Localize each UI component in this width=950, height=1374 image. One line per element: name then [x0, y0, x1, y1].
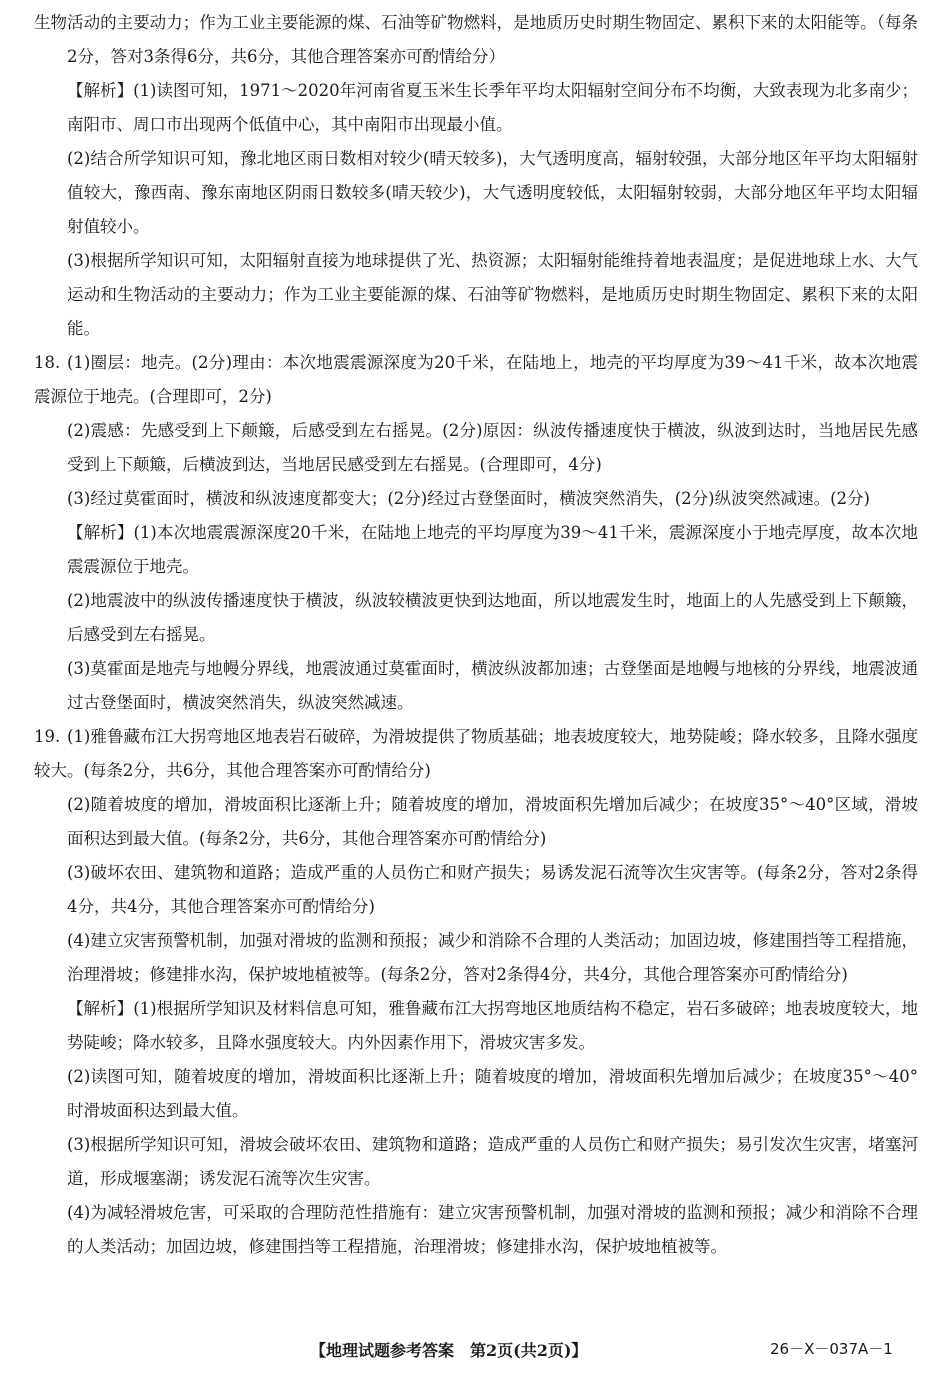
q18-analysis-3: (3)莫霍面是地壳与地幔分界线，地震波通过莫霍面时，横波纵波都加速；古登堡面是地幔与地核的分界线，地震波通过古登堡面时，横波突然消失，纵波突然减速。 [67, 659, 918, 712]
q18-answer-2: (2)震感：先感受到上下颠簸，后感受到左右摇晃。(2分)原因：纵波传播速度快于横波，纵波到达时，当地居民先感受到上下颠簸，后横波到达，当地居民感受到左右摇晃。(合理即可，4分) [67, 421, 918, 474]
q19-analysis-3: (3)根据所学知识可知，滑坡会破坏农田、建筑物和道路；造成严重的人员伤亡和财产损失；易引发次生灾害，堵塞河道，形成堰塞湖；诱发泥石流等次生灾害。 [67, 1135, 918, 1188]
q18-answer-1 [34, 346, 918, 414]
page-footer [0, 1334, 950, 1364]
answer-body [34, 6, 918, 1264]
q19-answer-1-text: (1)雅鲁藏布江大拐弯地区地表岩石破碎，为滑坡提供了物质基础；地表坡度较大，地势陡峻；降水较多，且降水强度较大。(每条2分，共6分，其他合理答案亦可酌情给分) [34, 727, 918, 780]
q19-analysis-1: 【解析】(1)根据所学知识及材料信息可知，雅鲁藏布江大拐弯地区地质结构不稳定，岩石多破碎；地表坡度较大，地势陡峻；降水较多，且降水强度较大。内外因素作用下，滑坡灾害多发。 [67, 999, 918, 1052]
q17-analysis-1: 【解析】(1)读图可知，1971～2020年河南省夏玉米生长季年平均太阳辐射空间分布不均衡，大致表现为北多南少；南阳市、周口市出现两个低值中心，其中南阳市出现最小值。 [67, 81, 918, 134]
q18-analysis-2: (2)地震波中的纵波传播速度快于横波，纵波较横波更快到达地面，所以地震发生时，地面上的人先感受到上下颠簸，后感受到左右摇晃。 [67, 591, 918, 644]
question-number: 18. [34, 353, 61, 372]
footer-code: 26－X－037A－1 [770, 1340, 893, 1358]
q17-analysis-2: (2)结合所学知识可知，豫北地区雨日数相对较少(晴天较多)，大气透明度高，辐射较强，大部分地区年平均太阳辐射值较大，豫西南、豫东南地区阴雨日数较多(晴天较少)，大气透明度较低，太阳辐射较弱，大部分地区年平均太阳辐射值较小。 [67, 149, 918, 236]
q19-answer-3: (3)破坏农田、建筑物和道路；造成严重的人员伤亡和财产损失；易诱发泥石流等次生灾害等。(每条2分，答对2条得4分，共4分，其他合理答案亦可酌情给分) [67, 863, 918, 916]
q19-analysis-4: (4)为减轻滑坡危害，可采取的合理防范性措施有：建立灾害预警机制，加强对滑坡的监测和预报；减少和消除不合理的人类活动；加固边坡，修建围挡等工程措施，治理滑坡；修建排水沟，保护坡地植被等。 [67, 1203, 918, 1256]
q18-answer-1-text: (1)圈层：地壳。(2分)理由：本次地震震源深度为20千米，在陆地上，地壳的平均厚度为39～41千米，故本次地震震源位于地壳。(合理即可，2分) [34, 353, 918, 406]
q17-analysis-3: (3)根据所学知识可知，太阳辐射直接为地球提供了光、热资源；太阳辐射能维持着地表温度；是促进地球上水、大气运动和生物活动的主要动力；作为工业主要能源的煤、石油等矿物燃料，是地质历史时期生物固定、累积下来的太阳能。 [67, 251, 918, 338]
q19-answer-2: (2)随着坡度的增加，滑坡面积比逐渐上升；随着坡度的增加，滑坡面积先增加后减少；在坡度35°～40°区域，滑坡面积达到最大值。(每条2分，共6分，其他合理答案亦可酌情给分) [67, 795, 918, 848]
q18-analysis-1: 【解析】(1)本次地震震源深度20千米，在陆地上地壳的平均厚度为39～41千米，震源深度小于地壳厚度，故本次地震震源位于地壳。 [67, 523, 918, 576]
footer-title: 【地理试题参考答案 第2页(共2页)】 [310, 1341, 588, 1360]
q17-answer-continuation: 生物活动的主要动力；作为工业主要能源的煤、石油等矿物燃料，是地质历史时期生物固定、累积下来的太阳能等。（每条2分，答对3条得6分，共6分，其他合理答案亦可酌情给分） [34, 13, 918, 66]
question-number: 19. [34, 727, 61, 746]
q19-answer-1 [34, 720, 918, 788]
q19-analysis-2: (2)读图可知，随着坡度的增加，滑坡面积比逐渐上升；随着坡度的增加，滑坡面积先增加后减少；在坡度35°～40°时滑坡面积达到最大值。 [67, 1067, 918, 1120]
q19-answer-4: (4)建立灾害预警机制，加强对滑坡的监测和预报；减少和消除不合理的人类活动；加固边坡，修建围挡等工程措施，治理滑坡；修建排水沟，保护坡地植被等。(每条2分，答对2条得4分，共4分，其他合理答案亦可酌情给分) [67, 931, 918, 984]
q18-answer-3: (3)经过莫霍面时，横波和纵波速度都变大；(2分)经过古登堡面时，横波突然消失，(2分)纵波突然减速。(2分) [67, 489, 870, 508]
